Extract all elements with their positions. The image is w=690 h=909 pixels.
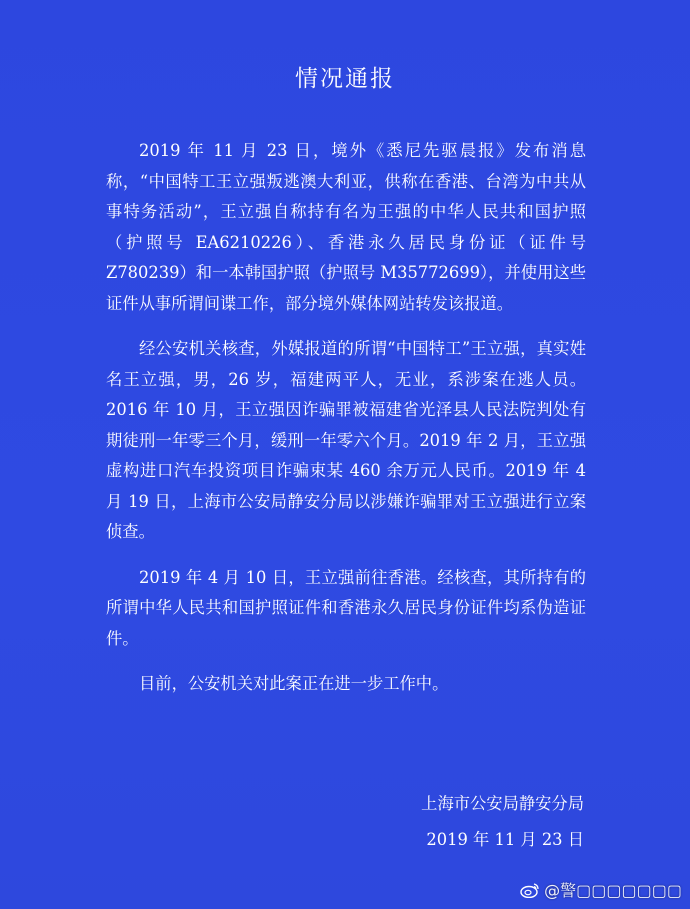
issue-date: 2019 年 11 月 23 日 — [426, 830, 584, 849]
weibo-icon — [520, 882, 540, 898]
paragraph-1: 2019 年 11 月 23 日，境外《悉尼先驱晨报》发布消息称，“中国特工王立强叛逃澳大利亚，供称在香港、台湾为中共从事特务活动”，王立强自称持有名为王强的中华人民共和国护照（护照号 EA6210226）、香港永久居民身份证（证件号 Z780239）和一本韩国护照（护照号 M35772699），并使用这些证件从事所谓间谍工作，部分境外媒体网站转发该报道。 — [106, 141, 586, 313]
paragraph-2: 经公安机关核查，外媒报道的所谓“中国特工”王立强，真实姓名王立强，男，26 岁，福建两平人，无业，系涉案在逃人员。2016 年 10 月，王立强因诈骗罪被福建省光泽县人民法院判处有期徒刑一年零三个月，缓刑一年零六个月。2019 年 2 月，王立强虚构进口汽车投资项目诈骗束某 460 余万元人民币。2019 年 4 月 19 日，上海市公安局静安分局以涉嫌诈骗罪对王立强进行立案侦查。 — [106, 339, 586, 541]
notice-body — [106, 136, 586, 715]
issuer-signature: 上海市公安局静安分局 — [421, 794, 584, 813]
notice-title: 情况通报 — [295, 66, 395, 92]
watermark-text: @警▢▢▢▢▢▢▢ — [544, 881, 682, 900]
weibo-watermark — [520, 878, 682, 901]
paragraph-3: 2019 年 4 月 10 日，王立强前往香港。经核查，其所持有的所谓中华人民共和国护照证件和香港永久居民身份证件均系伪造证件。 — [106, 567, 586, 648]
paragraph-4: 目前，公安机关对此案正在进一步工作中。 — [139, 674, 449, 693]
